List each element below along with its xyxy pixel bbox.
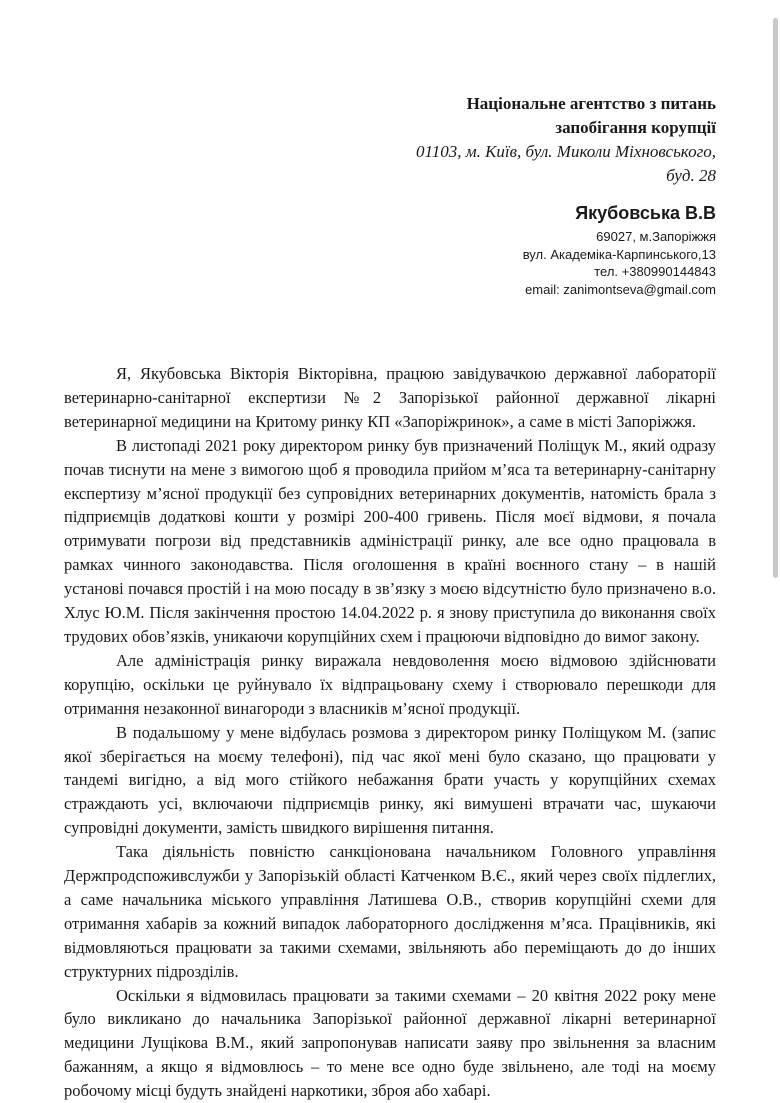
- sender-phone: тел. +380990144843: [594, 264, 716, 279]
- recipient-agency-name: Національне агентство з питань: [466, 94, 716, 113]
- body-paragraph: Я, Якубовська Вікторія Вікторівна, працюю завідувачкою державної лабораторії ветеринарно-санітарної експертизи №2 Запорізької районної державної лікарні ветеринарної медицини на Критому ринку КП «Запоріжринок», а саме в місті Запоріжжя.: [64, 364, 716, 431]
- sender-name: Якубовська В.В: [575, 203, 716, 223]
- body-paragraph: Оскільки я відмовилась працювати за такими схемами – 20 квітня 2022 року мене було викликано до начальника Запорізької районної державної лікарні ветеринарної медицини Лущікова В.М., який запропонував написати заяву про звільнення за власним бажанням, а якщо я відмовлюсь – то мене все одно буде звільнено, але тоді на моєму робочому місці будуть знайдені наркотики, зброя або хабарі.: [64, 985, 716, 1101]
- recipient-agency-name-cont: запобігання корупції: [555, 118, 716, 137]
- body-paragraph: В подальшому у мене відбулась розмова з директором ринку Поліщуком М. (запис якої зберігається на моєму телефоні), під час якої мені було сказано, що працювати у тандемі вигідно, а від мого стійкого небажання брати участь у корупційних схемах страждають усі, включаючи підприємців ринку, які вимушені втрачати час, шукаючи супровідні документи, замість швидкого вирішення питання.: [64, 722, 716, 838]
- recipient-building: буд. 28: [666, 166, 716, 185]
- recipient-address: 01103, м. Київ, бул. Миколи Міхновського,: [416, 142, 716, 161]
- sender-postal: 69027, м.Запоріжжя: [596, 229, 716, 244]
- body-paragraph: В листопаді 2021 року директором ринку був призначений Поліщук М., який одразу почав тиснути на мене з вимогою щоб я проводила прийом м’яса та ветеринарну-санітарну експертизу м’ясної продукції без супровідних ветеринарних документів, натомість брала з підприємців додаткові кошти у розмірі 200-400 гривень. Після моєї відмови, я почала отримувати погрози від представників адміністрації ринку, але все одно працювала в рамках чинного законодавства. Після оголошення в країні воєнного стану – в нашій установі почався простій і на мою посаду в зв’язку з моєю відсутністю було призначено в.о. Хлус Ю.М. Після закінчення простою 14.04.2022 р. я знову приступила до виконання своїх трудових обов’язків, уникаючи корупційних схем і працюючи відповідно до вимог закону.: [64, 435, 716, 646]
- recipient-block: [296, 92, 716, 188]
- letter-body: [64, 362, 716, 1103]
- body-paragraph: Така діяльність повністю санкціонована начальником Головного управління Держпродспоживслужби у Запорізькій області Катченком В.Є., який через своїх підлеглих, а саме начальника міського управління Латишева О.В., створив корупційні схеми для отримання хабарів за кожний випадок лабораторного дослідження м’яса. Працівників, які відмовляються працювати за такими схемами, звільняють або переміщають до до інших структурних підрозділів.: [64, 842, 716, 981]
- body-paragraph: Але адміністрація ринку виражала невдоволення моєю відмовою здійснювати корупцію, оскільки це руйнувало їх відпрацьовану схему і створювало перешкоди для отримання незаконної винагороди з власників м’ясної продукції.: [64, 650, 716, 718]
- scrollbar[interactable]: [773, 18, 778, 578]
- sender-block: [356, 198, 716, 298]
- sender-street: вул. Академіка-Карпинського,13: [522, 246, 716, 262]
- sender-email: email: zanimontseva@gmail.com: [525, 281, 716, 297]
